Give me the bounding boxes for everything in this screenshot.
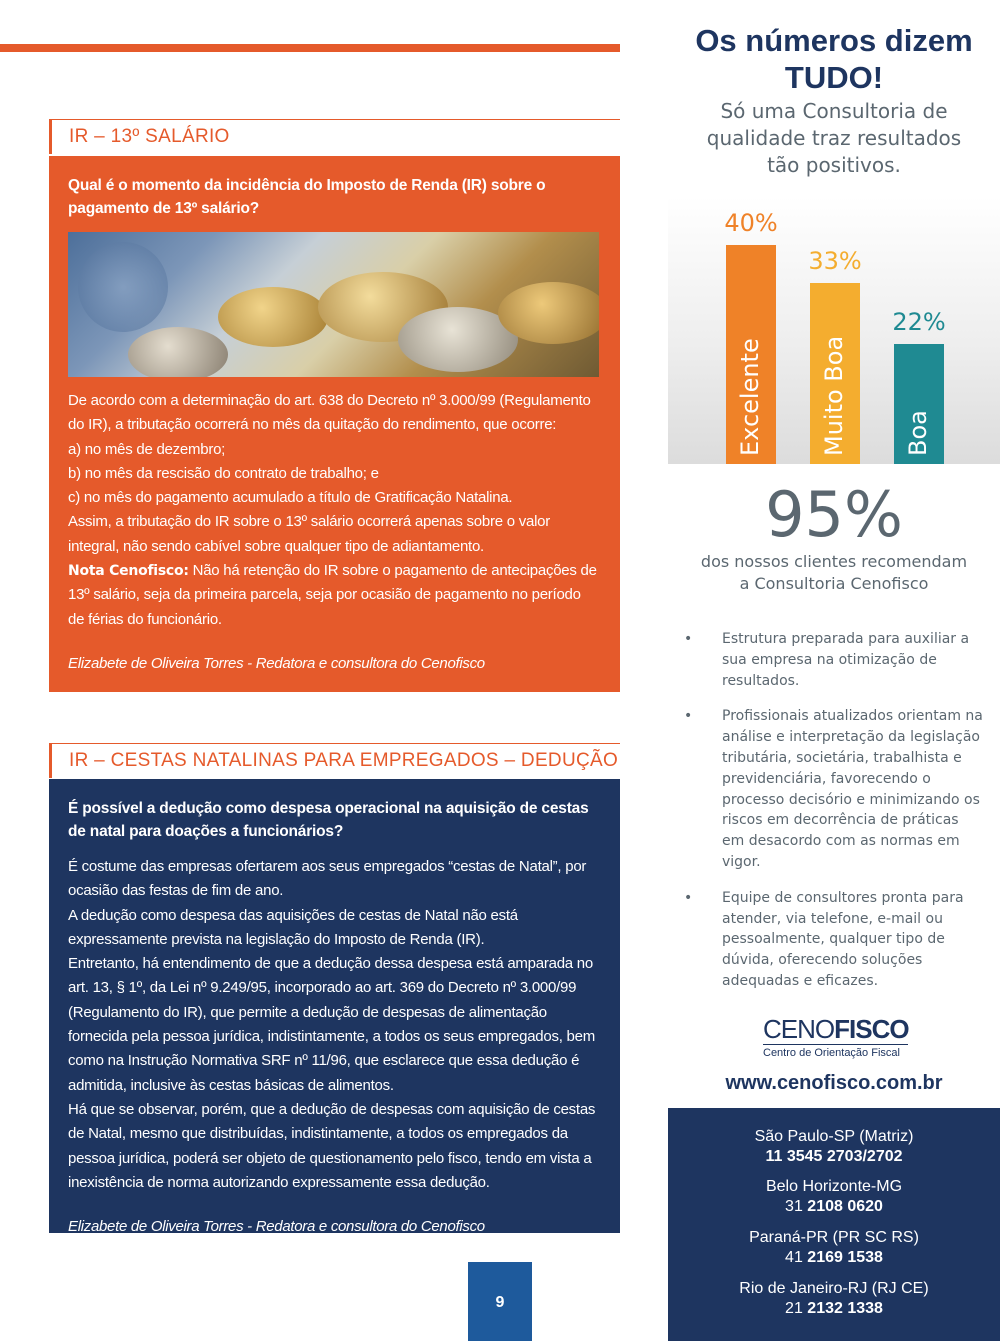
paragraph: De acordo com a determinação do art. 638 do Decreto nº 3.000/99 (Regulamento do IR), a tributação ocorrerá no mês da quitação do rendimento, que ocorre: — [68, 392, 591, 434]
article-cestas-natalinas — [49, 779, 620, 1236]
benefits-list — [684, 629, 984, 1007]
promo-title-line: Os números dizem — [695, 23, 973, 58]
note-label: Nota Cenofisco: — [68, 563, 189, 580]
contact-city: Rio de Janeiro-RJ (RJ CE) — [739, 1280, 929, 1297]
paragraph: É costume das empresas ofertarem aos seus empregados “cestas de Natal”, por ocasião das festas de fim de ano. — [68, 858, 587, 900]
article-body — [68, 389, 600, 632]
promo-subtitle-line: qualidade traz resultados — [706, 126, 962, 150]
list-item-text: Equipe de consultores pronta para atender, via telefone, e-mail ou pessoalmente, qualquer tipo de dúvida, oferecendo soluções adequadas e eficazes. — [722, 889, 964, 989]
contact-phone — [668, 1197, 1000, 1217]
contact-block — [668, 1279, 1000, 1319]
bullet-icon: • — [684, 889, 693, 906]
website-link[interactable]: www.cenofisco.com.br — [725, 1072, 943, 1094]
chart-value-label: 33% — [808, 247, 862, 275]
phone-number: 2132 1338 — [807, 1300, 883, 1317]
chart-bar-label: Excelente — [736, 338, 764, 456]
paragraph: a) no mês de dezembro; — [68, 440, 226, 458]
promo-subtitle-line: Só uma Consultoria de — [720, 99, 948, 123]
paragraph: Entretanto, há entendimento de que a dedução dessa despesa está amparada no art. 13, § 1º, da Lei nº 9.249/95, incorporado ao art. 369 do Decreto nº 3.000/99 (Regulamento do IR), que permite a dedução de despesas de alimentação fornecida pela pessoa jurídica, indistintamente, a todos os seus empregados, bem como na Instrução Normativa SRF nº 11/96, que esclarece que essa dedução é admitida, inclusive às cestas básicas de alimentos. — [68, 955, 595, 1094]
list-item-text: Estrutura preparada para auxiliar a sua empresa na otimização de resultados. — [722, 631, 970, 689]
big-percent: 95% — [765, 478, 903, 551]
coins-photo — [68, 232, 599, 377]
logo-subtitle: Centro de Orientação Fiscal — [763, 1047, 900, 1059]
article-signature: Elizabete de Oliveira Torres - Redatora e consultora do Cenofisco — [68, 654, 485, 672]
phone-prefix: 11 — [765, 1148, 783, 1165]
top-accent-bar — [0, 44, 620, 52]
chart-value-label: 40% — [724, 209, 778, 237]
paragraph: Há que se observar, porém, que a dedução de despesas com aquisição de cestas de Natal, mesmo que distribuídas, indistintamente, a todos os empregados da pessoa jurídica, poderá ser objeto de questionamento pelo fisco, tendo em vista a inexistência de norma autorizando expressamente essa dedução. — [68, 1100, 596, 1191]
list-item — [684, 888, 984, 992]
phone-number: 2108 0620 — [807, 1198, 883, 1215]
phone-prefix: 41 — [785, 1249, 803, 1266]
article-13-salario — [49, 156, 620, 692]
section-title: IR – 13º SALÁRIO — [69, 126, 230, 147]
banknote-shape — [78, 242, 168, 332]
contact-block — [668, 1228, 1000, 1268]
note-paragraph — [68, 559, 600, 632]
bullet-icon: • — [684, 631, 693, 647]
section-header-13-salario — [49, 119, 620, 154]
promo-title — [668, 22, 1000, 96]
coin-shape — [128, 327, 228, 377]
promo-title-line: TUDO! — [784, 60, 884, 95]
note-text: Não há retenção do IR sobre o pagamento de antecipações de 13º salário, seja da primeira parcela, seja por ocasião de pagamento no período de férias do funcionário. — [68, 562, 597, 628]
chart-bar-label: Boa — [904, 410, 932, 456]
promo-subtitle-line: tão positivos. — [767, 153, 901, 177]
contacts-panel — [668, 1108, 1000, 1341]
list-item — [684, 629, 984, 691]
chart-value-label: 22% — [892, 308, 946, 336]
paragraph: b) no mês da rescisão do contrato de trabalho; e — [68, 464, 379, 482]
contact-block — [668, 1127, 1000, 1167]
contact-block — [668, 1177, 1000, 1217]
article-body — [68, 855, 600, 1195]
logo-divider — [763, 1044, 908, 1045]
chart-bar-label: Muito Boa — [820, 335, 848, 456]
list-item-text: Profissionais atualizados orientam na análise e interpretação da legislação tributária, societária, trabalhista e previdenciária, favorecendo o processo decisório e minimizando os riscos em decorrência de práticas em desacordo com as normas em vigor. — [722, 708, 983, 870]
coin-shape — [218, 287, 328, 347]
paragraph: Assim, a tributação do IR sobre o 13º salário ocorrerá apenas sobre o valor integral, não sendo cabível sobre qualquer tipo de adiantamento. — [68, 513, 550, 555]
contact-city: São Paulo-SP (Matriz) — [754, 1128, 914, 1145]
contact-phone — [668, 1299, 1000, 1319]
recommend-line: a Consultoria Cenofisco — [739, 574, 929, 593]
contact-city: Paraná-PR (PR SC RS) — [749, 1229, 919, 1246]
contact-phone — [668, 1248, 1000, 1268]
page-number: 9 — [495, 1294, 505, 1311]
logo-part: CENO — [763, 1014, 835, 1044]
phone-prefix: 21 — [785, 1300, 803, 1317]
cenofisco-logo — [763, 1016, 913, 1059]
article-question: Qual é o momento da incidência do Imposto de Renda (IR) sobre o pagamento de 13º salário? — [68, 177, 546, 217]
phone-prefix: 31 — [785, 1198, 803, 1215]
paragraph: A dedução como despesa das aquisições de cestas de Natal não está expressamente prevista na legislação do Imposto de Renda (IR). — [68, 906, 518, 948]
article-signature: Elizabete de Oliveira Torres - Redatora e consultora do Cenofisco — [68, 1218, 485, 1236]
section-header-cestas-natalinas — [49, 743, 620, 778]
satisfaction-bar-chart — [668, 196, 1000, 464]
list-item — [684, 706, 984, 872]
contact-phone — [668, 1147, 1000, 1167]
recommend-text — [668, 551, 1000, 595]
coin-shape — [498, 282, 599, 344]
paragraph: c) no mês do pagamento acumulado a título de Gratificação Natalina. — [68, 489, 513, 507]
phone-number: 3545 2703/2702 — [786, 1148, 903, 1165]
logo-wordmark — [763, 1016, 913, 1042]
section-title: IR – CESTAS NATALINAS PARA EMPREGADOS – DEDUÇÃO — [69, 750, 619, 771]
bullet-icon: • — [684, 708, 693, 725]
page-number-box — [468, 1262, 532, 1341]
phone-number: 2169 1538 — [807, 1249, 883, 1266]
recommend-line: dos nossos clientes recomendam — [700, 552, 968, 571]
logo-part-bold: FISCO — [834, 1014, 909, 1044]
promo-subtitle — [668, 98, 1000, 179]
contact-city: Belo Horizonte-MG — [765, 1178, 903, 1195]
article-question: É possível a dedução como despesa operacional na aquisição de cestas de natal para doações a funcionários? — [68, 800, 589, 840]
